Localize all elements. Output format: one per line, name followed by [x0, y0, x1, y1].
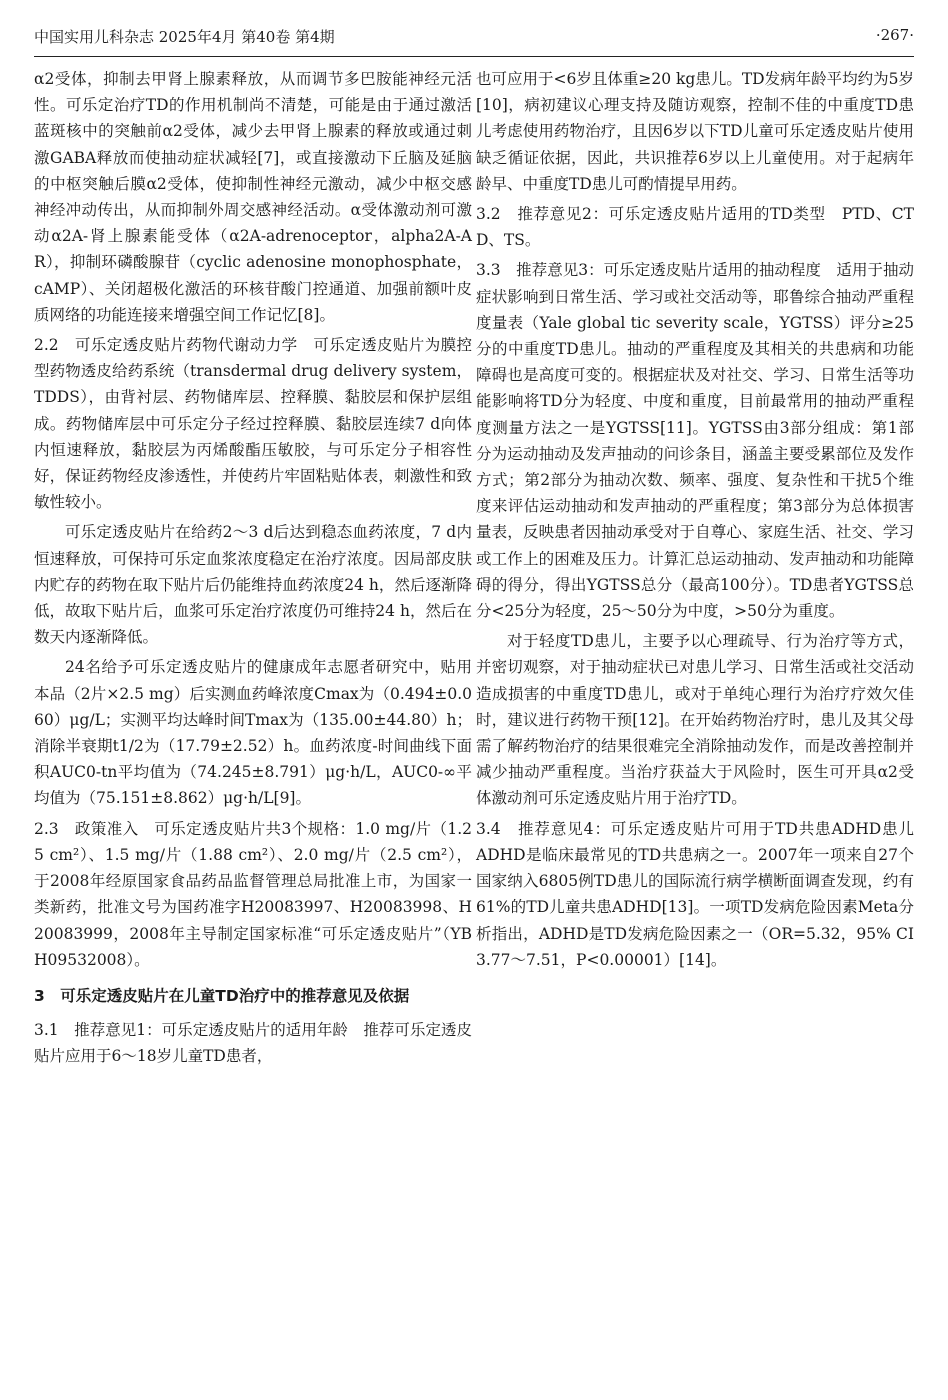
paragraph-age-continuation: 也可应用于<6岁且体重≥20 kg患儿。TD发病年龄平均约为5岁[10]，病初建议心理支持及随访观察，控制不佳的中重度TD患儿考虑使用药物治疗，且因6岁以下TD儿童可乐定透皮贴片使用缺乏循证依据，因此，共识推荐6岁以上儿童使用。对于起病年龄早、中重度TD患儿可酌情提早用药。 — [476, 70, 914, 193]
paragraph-recommendation-4: 3.4 推荐意见4：可乐定透皮贴片可用于TD共患ADHD患儿 ADHD是临床最常见的TD共患病之一。2007年一项来自27个国家纳入6805例TD患儿的国际流行病学横断面调查发现，约有61%的TD儿童共患ADHD[13]。一项TD发病危险因素Meta分析指出，ADHD是TD发病危险因素之一（OR=5.32，95% CI 3.77～7.51，P<0.00001）[14]。 — [476, 819, 930, 969]
right-column — [476, 66, 930, 973]
section-3-heading: 3 可乐定透皮贴片在儿童TD治疗中的推荐意见及依据 — [34, 986, 410, 1005]
journal-citation: 中国实用儿科杂志 2025年4月 第40卷 第4期 — [34, 28, 335, 46]
paragraph-steady-state: 可乐定透皮贴片在给药2～3 d后达到稳态血药浓度，7 d内恒速释放，可保持可乐定血浆浓度稳定在治疗浓度。因局部皮肤内贮存的药物在取下贴片后仍能维持血药浓度24 h，然后逐渐降低，故取下贴片后，血浆可乐定治疗浓度仍可维持24 h，然后在数天内逐渐降低。 — [34, 523, 472, 647]
paragraph-policy-access: 2.3 政策准入 可乐定透皮贴片共3个规格：1.0 mg/片（1.25 cm²）、1.5 mg/片（1.88 cm²）、2.0 mg/片（2.5 cm²），于2008年经原国家食品药品监督管理总局批准上市，为国家一类新药，批准文号为国药准字H20083997、H20083998、H20083999，2008年主导制定国家标准“可乐定透皮贴片”（YBH09532008）。 — [34, 819, 472, 969]
paragraph-pharmacokinetics: 2.2 可乐定透皮贴片药物代谢动力学 可乐定透皮贴片为膜控型药物透皮给药系统（transdermal drug delivery system，TDDS），由背衬层、药物储库层、控释膜、黏胶层和保护层组成。药物储库层中可乐定分子经过控释膜、黏胶层连续7 d向体内恒速释放，黏胶层为丙烯酸酯压敏胶，与可乐定分子相容性好，保证药物经皮渗透性，并使药片牢固粘贴体表，刺激性和致敏性较小。 — [34, 336, 472, 512]
paragraph-volunteer-study: 24名给予可乐定透皮贴片的健康成年志愿者研究中，贴用本品（2片×2.5 mg）后实测血药峰浓度Cmax为（0.494±0.060）μg/L；实测平均达峰时间Tmax为（135.00±44.80）h；消除半衰期t1/2为（17.79±2.52）h。血药浓度-时间曲线下面积AUC0-tn平均值为（74.245±8.791）μg·h/L，AUC0-∞平均值为（75.151±8.862）μg·h/L[9]。 — [34, 658, 472, 808]
paragraph-mild-td-treatment: 对于轻度TD患儿，主要予以心理疏导、行为治疗等方式，并密切观察，对于抽动症状已对患儿学习、日常生活或社交活动造成损害的中重度TD患儿，或对于单纯心理行为治疗疗效欠佳时，建议进行药物干预[12]。在开始药物治疗时，患儿及其父母需了解药物治疗的结果很难完全消除抽动发作，而是改善控制并减少抽动严重程度。当治疗获益大于风险时，医生可开具α2受体激动剂可乐定透皮贴片用于治疗TD。 — [476, 632, 914, 808]
running-header — [34, 26, 914, 50]
paragraph-recommendation-2: 3.2 推荐意见2：可乐定透皮贴片适用的TD类型 PTD、CTD、TS。 — [476, 205, 914, 250]
left-column — [34, 66, 472, 1069]
paragraph-recommendation-1: 3.1 推荐意见1：可乐定透皮贴片的适用年龄 推荐可乐定透皮贴片应用于6～18岁儿童TD患者， — [34, 1020, 472, 1066]
header-rule — [34, 56, 914, 57]
paragraph-alpha2-mechanism: α2受体，抑制去甲肾上腺素释放，从而调节多巴胺能神经元活性。可乐定治疗TD的作用机制尚不清楚，可能是由于通过激活蓝斑核中的突触前α2受体，减少去甲肾上腺素的释放或通过刺激GABA释放而使抽动症状减轻[7]，或直接激动下丘脑及延脑的中枢突触后膜α2受体，使抑制性神经元激动，减少中枢交感神经冲动传出，从而抑制外周交感神经活动。α受体激动剂可激动α2A-肾上腺素能受体（α2A-adrenoceptor，alpha2A-AR），抑制环磷酸腺苷（cyclic adenosine monophosphate，cAMP）、关闭超极化激活的环核苷酸门控通道、加强前额叶皮质网络的功能连接来增强空间工作记忆[8]。 — [34, 70, 472, 324]
page-number: ·267· — [875, 26, 914, 44]
paragraph-recommendation-3: 3.3 推荐意见3：可乐定透皮贴片适用的抽动程度 适用于抽动症状影响到日常生活、学习或社交活动等，耶鲁综合抽动严重程度量表（Yale global tic severity scale，YGTSS）评分≥25分的中重度TD患儿。抽动的严重程度及其相关的共患病和功能障碍也是高度可变的。根据症状及对社交、学习、日常生活等功能影响将TD分为轻度、中度和重度，目前最常用的抽动严重程度测量方法之一是YGTSS[11]。YGTSS由3部分组成：第1部分为运动抽动及发声抽动的问诊条目，涵盖主要受累部位及发作方式；第2部分为抽动次数、频率、强度、复杂性和干扰5个维度来评估运动抽动和发声抽动的严重程度；第3部分为总体损害量表，反映患者因抽动承受对于自尊心、家庭生活、社交、学习或工作上的困难及压力。计算汇总运动抽动、发声抽动和功能障碍的得分，得出YGTSS总分（最高100分）。TD患者YGTSS总分<25分为轻度，25～50分为中度，>50分为重度。 — [476, 261, 914, 621]
